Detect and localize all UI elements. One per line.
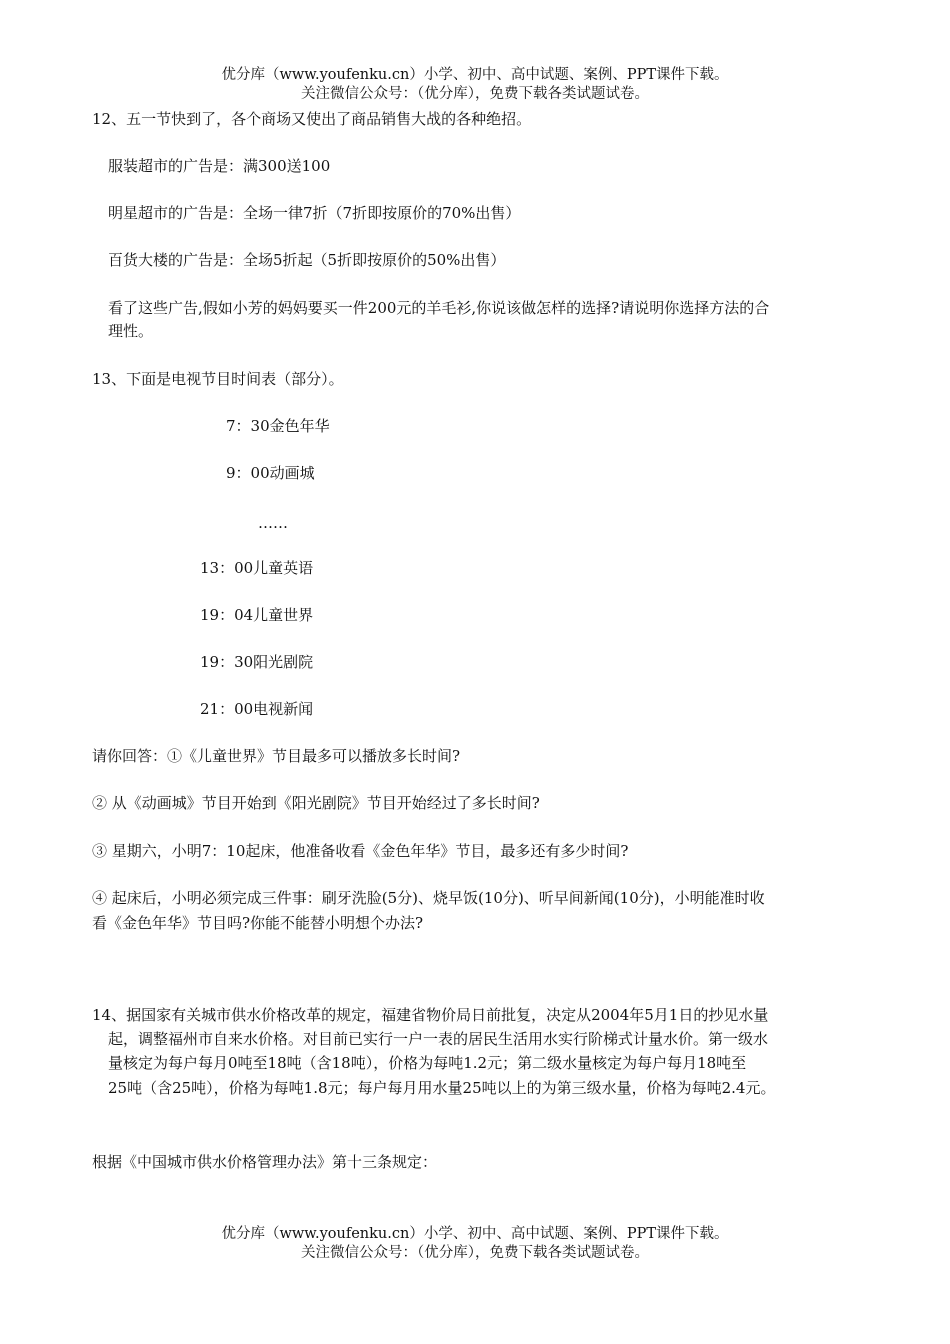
- q13-sub-question-1: 请你回答：①《儿童世界》节目最多可以播放多长时间?: [92, 747, 461, 765]
- q12-question-line-1: 看了这些广告,假如小芳的妈妈要买一件200元的羊毛衫,你说该做怎样的选择?请说明你选择方法的合: [108, 299, 770, 317]
- footer-line-1: 优分库（www.youfenku.cn）小学、初中、高中试题、案例、PPT课件下载。: [221, 1226, 729, 1242]
- q14-line-1: 14、据国家有关城市供水价格改革的规定，福建省物价局日前批复，决定从2004年5月1日的抄见水量: [92, 1006, 769, 1024]
- q12-ad-department: 百货大楼的广告是：全场5折起（5折即按原价的50%出售）: [108, 251, 506, 269]
- q14-regulation: 根据《中国城市供水价格管理办法》第十三条规定：: [92, 1153, 438, 1171]
- q12-title: 12、五一节快到了，各个商场又使出了商品销售大战的各种绝招。: [92, 110, 532, 128]
- q12-question-line-2: 理性。: [108, 322, 154, 340]
- schedule-item: 19：04儿童世界: [200, 606, 314, 624]
- q13-sub-question-4-line-2: 看《金色年华》节目吗?你能不能替小明想个办法?: [92, 914, 424, 932]
- q13-sub-question-3: ③ 星期六，小明7：10起床，他准备收看《金色年华》节目，最多还有多少时间?: [92, 842, 629, 860]
- q13-sub-question-2: ② 从《动画城》节目开始到《阳光剧院》节目开始经过了多长时间?: [92, 794, 540, 812]
- q13-title: 13、下面是电视节目时间表（部分）。: [92, 370, 344, 388]
- q12-ad-star: 明星超市的广告是：全场一律7折（7折即按原价的70%出售）: [108, 204, 521, 222]
- schedule-ellipsis: ……: [258, 514, 288, 532]
- schedule-item: 21：00电视新闻: [200, 700, 314, 718]
- schedule-item: 19：30阳光剧院: [200, 653, 314, 671]
- q14-line-3: 量核定为每户每月0吨至18吨（含18吨），价格为每吨1.2元；第二级水量核定为每户每月18吨至: [108, 1054, 747, 1072]
- q12-ad-clothing: 服装超市的广告是：满300送100: [108, 157, 331, 175]
- schedule-item: 13：00儿童英语: [200, 559, 314, 577]
- schedule-item: 7：30金色年华: [226, 417, 330, 435]
- schedule-item: 9：00动画城: [226, 464, 315, 482]
- q14-line-2: 起，调整福州市自来水价格。对目前已实行一户一表的居民生活用水实行阶梯式计量水价。第一级水: [108, 1030, 769, 1048]
- footer-line-2: 关注微信公众号：（优分库），免费下载各类试题试卷。: [301, 1245, 649, 1261]
- q13-sub-question-4-line-1: ④ 起床后，小明必须完成三件事：刷牙洗脸(5分)、烧早饭(10分)、听早间新闻(10分)，小明能准时收: [92, 889, 765, 907]
- header-line-2: 关注微信公众号：（优分库），免费下载各类试题试卷。: [301, 86, 649, 102]
- q14-line-4: 25吨（含25吨），价格为每吨1.8元；每户每月用水量25吨以上的为第三级水量，价格为每吨2.4元。: [108, 1079, 776, 1097]
- header-line-1: 优分库（www.youfenku.cn）小学、初中、高中试题、案例、PPT课件下载。: [221, 67, 729, 83]
